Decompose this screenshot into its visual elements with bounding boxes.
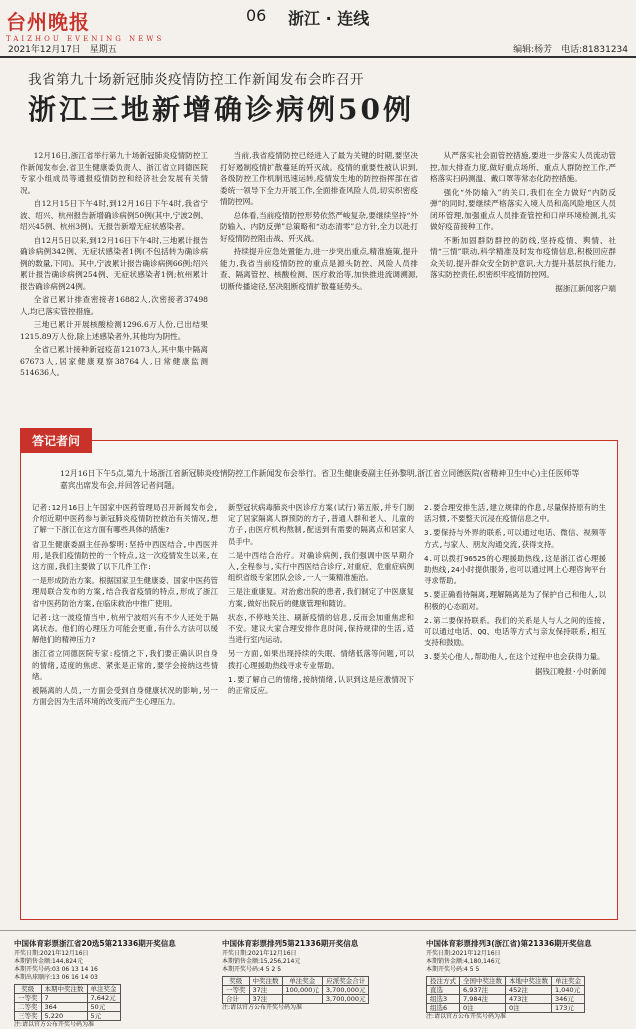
table-row: 直选 6,937注 452注 1,040元 xyxy=(427,986,585,995)
qa-byline: 据钱江晚报·小时新闻 xyxy=(535,666,606,676)
section-title: 浙江 · 连线 xyxy=(288,9,370,28)
qa-tag: 答记者问 xyxy=(20,428,92,453)
article-column-1: 12月16日,浙江省举行第九十场新冠肺炎疫情防控工作新闻发布会,省卫生健康委负责人、浙江省立同德医院专家小组成员等通报疫情防控和经济社会发展有关情况。 自12月15日下午4时,到12月16日下午4时,我省宁波、绍兴、杭州报告新增确诊病例50例(其中,宁波2例、绍兴45例、杭州3例)。无报告新增无症状感染者。 自12月5日以来,到12月16日下午4时,三地累计报告确诊病例342例、无症状感染者1例(不包括转为确诊病例的数量,下同)。其中,宁波累计报告确诊病例66例;绍兴累计报告确诊病例254例、无症状感染者1例;杭州累计报告确诊病例24例。 全省已累计排查密接者16882人,次密接者37498人,均已落实管控措施。 三地已累计开展核酸检测1296.6万人份,已出结果1215.89万人份,除上述感染者外,其他均为阴性。 全省已累计接种新冠疫苗121073人,其中集中隔离67673人,居家健康观察38764人,日常健康监测514636人。 xyxy=(20,151,208,377)
article-column-2: 当前,我省疫情防控已经进入了最为关键的时期,要坚决打好遏制疫情扩散蔓延的歼灭战。疫情的重要性被认识到,各级防控工作机制迅速运转,疫情发生地的防控指挥部在省委统一领导下全力开展工作,全面排查风险人员,切实织密疫情防控网。 总体看,当前疫情防控形势依然严峻复杂,要继续坚持“外防输入、内防反弹”总策略和“动态清零”总方针,全力以赴打好疫情防控阻击战、歼灭战。 持续提升应急处置能力,进一步突出重点,精准施策,提升能力,我省当前疫情防控的重点是源头防控、风险人员排查、隔离管控、核酸检测、医疗救治等,加快推进流调溯源,切断传播途径,坚决阻断疫情扩散蔓延势头。 xyxy=(220,151,418,291)
page-header xyxy=(0,0,636,58)
qa-intro: 12月16日下午5点,第九十场浙江省新冠肺炎疫情防控工作新闻发布会举行。省卫生健康委副主任孙黎明,浙江省立同德医院(省精神卫生中心)主任医师等嘉宾出席发布会,并回答记者问题。 xyxy=(60,469,580,490)
qa-column-3: 2.要合理安排生活,建立规律的作息,尽量保持原有的生活习惯,不要整天沉浸在疫情信息之中。 3.要保持与外界的联系,可以通过电话、微信、视频等方式,与家人、朋友沟通交流,获得支持。 4.可以拨打96525的心理援助热线,这是浙江省心理援助热线,24小时提供服务,也可以通过网上心理咨询平台寻求帮助。 5.要正确看待隔离,理解隔离是为了保护自己和他人,以积极的心态面对。 2.第二要保持联系。我们的关系是人与人之间的连接,可以通过电话、QQ、电话等方式与亲友保持联系,相互支持和鼓励。 3.要关心他人,帮助他人,在这个过程中也会获得力量。 据钱江晚报·小时新闻 xyxy=(424,503,606,676)
article-column-3: 从严落实社会面管控措施,要进一步落实人员流动管控,加大排查力度,做好重点场所、重点人群防控工作,严格落实扫码测温、戴口罩等常态化防控措施。 强化“外防输入”的关口,我们在全力做好“内防反弹”的同时,要继续严格落实入境人员和高风险地区人员闭环管理,加强重点人员排查管控和口岸环境检测,扎实做好疫苗接种工作。 不断加固群防群控的防线,坚持疫情、舆情、社情“三情”联动,科学精准及时发布疫情信息,积极回应群众关切,提升群众安全防护意识,大力提升基层执行能力,落实防控责任,织密织牢疫情防控网。 据浙江新闻客户端 xyxy=(430,151,616,293)
qa-column-2: 新型冠状病毒肺炎中医诊疗方案(试行)第五版,并专门制定了居家隔离人群预防的方子,普通人群和老人、儿童的方子,由医疗机构熬制,配送到有需要的隔离点和居家人员手中。 二是中西结合治疗。对确诊病例,我们强调中医早期介入,全程参与,实行中西医结合诊疗,对重症、危重症病例组织省级专家团队会诊,一人一策精准施治。 三是注重康复。对治愈出院的患者,我们制定了中医康复方案,做好出院后的健康管理和随访。 状态,不停地关注、刷新疫情的信息,反而会加重焦虑和不安。建议大家合理安排作息时间,保持规律的生活,适当进行室内运动。 另一方面,如果出现持续的失眠、情绪低落等问题,可以拨打心理援助热线寻求专业帮助。 1.要了解自己的情绪,接纳情绪,认识到这是应激情况下的正常反应。 xyxy=(228,503,414,696)
article-subtitle: 我省第九十场新冠肺炎疫情防控工作新闻发布会昨召开 xyxy=(28,72,364,88)
lottery-title: 中国体育彩票排列5第21336期开奖信息 xyxy=(222,939,359,948)
editor-info: 编辑:杨芳 电话:81831234 xyxy=(513,45,628,55)
lottery-title: 中国体育彩票排列3(浙江省)第21336期开奖信息 xyxy=(426,939,592,948)
table-row: 三等奖 5,220 5元 xyxy=(15,1012,121,1021)
lottery-block-3: 中国体育彩票排列3(浙江省)第21336期开奖信息 开奖日期:2021年12月16日 本期销售金额:4,180,146元 本期开奖号码:4 5 5 投注方式 全国中奖注数 本地中奖注数 单注奖金 直选 6,937注 452注 1,040元 组选3 7,984注 473注 346元 组选6 0注 0注 173元 注:请以官方公布开奖号码为准 xyxy=(426,940,626,1024)
table-row: 二等奖 364 50元 xyxy=(15,1003,121,1012)
lottery-block-1: 中国体育彩票浙江省20选5第21336期开奖信息 开奖日期:2021年12月16日 本期销售金额:144,824元 本期开奖号码:03 06 13 14 16 本期出球顺序:13 06 16 14 03 奖级 本期中奖注数 单注奖金 一等奖 7 7,642元 二等奖 364 50元 三等奖 5,220 5元 注:请以官方公布开奖号码为准 xyxy=(14,940,214,1024)
qa-column-1: 记者:12月16日上午国家中医药管理局召开新闻发布会,介绍近期中医药参与新冠肺炎疫情防控救治有关情况,想了解一下浙江在这方面有哪些具体的措施? 省卫生健康委副主任孙黎明:坚持中西医结合,中西医并用,是我们疫情防控的一个特点,这一次疫情发生以来,在这方面,我们主要做了以下几件工作: 一是形成防治方案。根据国家卫生健康委、国家中医药管理局联合发布的方案,结合我省疫情的特点,形成了浙江省中医药防治方案,在临床救治中推广使用。 记者:这一波疫情当中,杭州宁波绍兴有不少人还处于隔离状态。他们的心理压力可能会更重,有什么方法可以缓解他们的精神压力? 浙江省立同德医院专家:疫情之下,我们要正确认识自身的情绪,适度的焦虑、紧张是正常的,要学会接纳这些情绪。 被隔离的人员,一方面会受到自身健康状况的影响,另一方面会因为生活环境的改变而产生心理压力。 xyxy=(32,503,218,707)
table-row: 一等奖 37注 100,000元 3,700,000元 xyxy=(223,986,369,995)
issue-date: 2021年12月17日 星期五 xyxy=(8,45,117,55)
lottery-table: 奖级 中奖注数 单注奖金 应派奖金合计 一等奖 37注 100,000元 3,700,000元 合计 37注 3,700,000元 xyxy=(222,976,369,1004)
lottery-table: 投注方式 全国中奖注数 本地中奖注数 单注奖金 直选 6,937注 452注 1,040元 组选3 7,984注 473注 346元 组选6 0注 0注 173元 xyxy=(426,976,585,1013)
article-byline: 据浙江新闻客户端 xyxy=(555,283,616,293)
table-row: 合计 37注 3,700,000元 xyxy=(223,995,369,1004)
header-rule xyxy=(0,56,636,58)
lottery-block-2: 中国体育彩票排列5第21336期开奖信息 开奖日期:2021年12月16日 本期销售金额:15,256,214元 本期开奖号码:4 5 2 5 奖级 中奖注数 单注奖金 应派奖金合计 一等奖 37注 100,000元 3,700,000元 合计 37注 3,700,000元 注:请以官方公布开奖号码为准 xyxy=(222,940,422,1024)
page-number: 06 xyxy=(246,6,267,25)
newspaper-logo: 台州晚报 TAIZHOU EVENING NEWS xyxy=(6,10,165,43)
lottery-title: 中国体育彩票浙江省20选5第21336期开奖信息 xyxy=(14,939,176,948)
table-row: 组选3 7,984注 473注 346元 xyxy=(427,995,585,1004)
lottery-rule xyxy=(0,930,636,931)
lottery-table: 奖级 本期中奖注数 单注奖金 一等奖 7 7,642元 二等奖 364 50元 三等奖 5,220 5元 xyxy=(14,984,121,1021)
table-row: 组选6 0注 0注 173元 xyxy=(427,1004,585,1013)
table-row: 一等奖 7 7,642元 xyxy=(15,994,121,1003)
article-headline: 浙江三地新增确诊病例50例 xyxy=(28,93,414,126)
